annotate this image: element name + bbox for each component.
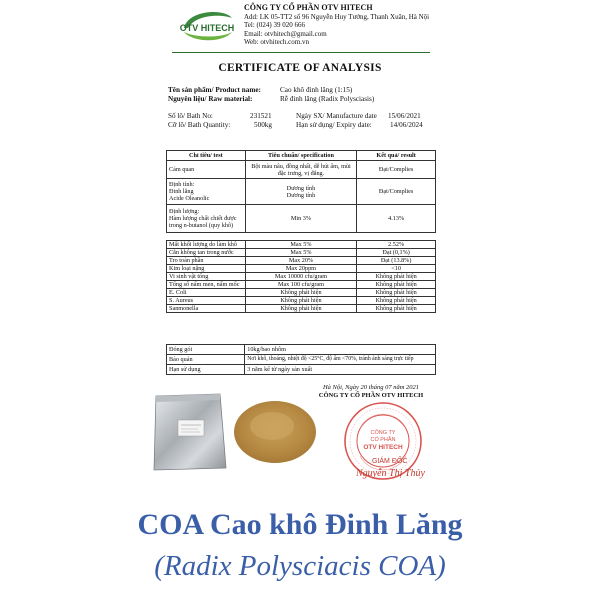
logo-text: OTV HITECH bbox=[179, 23, 235, 33]
table-row bbox=[167, 179, 436, 205]
product-bag-image bbox=[150, 390, 230, 476]
table-row bbox=[167, 281, 436, 289]
result-cell: 2.52% bbox=[357, 241, 436, 249]
col-spec: Tiêu chuẩn/ specification bbox=[245, 151, 357, 161]
mfg-date-value: 15/06/2021 bbox=[388, 112, 421, 120]
spec-cell: Max 5% bbox=[245, 249, 357, 257]
result-cell: Không phát hiện bbox=[357, 273, 436, 281]
test-cell: S. Aureus bbox=[167, 297, 246, 305]
pack-value: 3 năm kể từ ngày sản xuất bbox=[245, 365, 436, 375]
test-cell: Tổng số nấm men, nấm mốc bbox=[167, 281, 246, 289]
svg-text:OTV HITECH: OTV HITECH bbox=[363, 444, 403, 451]
test-cell: Kim loại nặng bbox=[167, 265, 246, 273]
table-row bbox=[167, 257, 436, 265]
caption-title: COA Cao khô Đinh Lăng bbox=[137, 508, 463, 541]
result-cell: <10 bbox=[357, 265, 436, 273]
batch-no-label: Số lô/ Bath No: bbox=[168, 112, 213, 120]
packing-table bbox=[166, 344, 436, 375]
company-name: CÔNG TY CỔ PHẦN OTV HITECH bbox=[244, 3, 373, 12]
document-title: CERTIFICATE OF ANALYSIS bbox=[218, 62, 382, 74]
spec-cell: Dương tính Dương tính bbox=[245, 179, 357, 205]
product-name-value: Cao khô đinh lăng (1:15) bbox=[280, 86, 353, 94]
director-title: GIÁM ĐỐC bbox=[372, 458, 408, 465]
batch-qty-label: Cỡ lô/ Bath Quantity: bbox=[168, 121, 231, 129]
spec-cell: Max 5% bbox=[245, 241, 357, 249]
company-address: Add: LK 05-TT2 số 96 Nguyễn Huy Tưởng, Thanh Xuân, Hà Nội bbox=[244, 12, 430, 21]
spec-cell: Không phát hiện bbox=[245, 305, 357, 313]
signature-date: Hà Nội, Ngày 20 tháng 07 năm 2021 bbox=[322, 384, 420, 391]
table-row bbox=[167, 205, 436, 233]
result-cell: Không phát hiện bbox=[357, 297, 436, 305]
result-cell: Không phát hiện bbox=[357, 289, 436, 297]
test-cell: Tro toàn phần bbox=[167, 257, 246, 265]
table-row bbox=[167, 297, 436, 305]
result-cell: Không phát hiện bbox=[357, 281, 436, 289]
table-row bbox=[167, 265, 436, 273]
spec-table bbox=[166, 150, 436, 313]
svg-text:CỔ PHẦN: CỔ PHẦN bbox=[370, 437, 396, 443]
table-spacer bbox=[167, 233, 436, 241]
mfg-date-label: Ngày SX/ Manufacture date bbox=[296, 112, 377, 120]
spec-cell: Không phát hiện bbox=[245, 297, 357, 305]
result-cell: Đạt/Complies bbox=[357, 179, 436, 205]
spec-cell: Min 3% bbox=[245, 205, 357, 233]
table-row bbox=[167, 345, 436, 355]
spec-cell: Max 20% bbox=[245, 257, 357, 265]
table-row bbox=[167, 289, 436, 297]
batch-qty-value: 500kg bbox=[254, 121, 272, 129]
test-cell: Vi sinh vật tổng bbox=[167, 273, 246, 281]
test-cell: Cắn không tan trong nước bbox=[167, 249, 246, 257]
result-cell: 4.13% bbox=[357, 205, 436, 233]
company-web: Web: otvhitech.com.vn bbox=[244, 38, 309, 47]
signature-block bbox=[296, 384, 446, 400]
raw-material-value: Rễ đinh lăng (Radix Polysciasis) bbox=[280, 95, 375, 103]
company-email: Email: otvhitech@gmail.com bbox=[244, 29, 327, 38]
exp-date-value: 14/06/2024 bbox=[390, 121, 423, 129]
col-test: Chỉ tiêu/ test bbox=[167, 151, 246, 161]
table-row bbox=[167, 305, 436, 313]
raw-material-label: Nguyên liệu/ Raw material: bbox=[168, 95, 253, 103]
exp-date-label: Hạn sử dụng/ Expiry date: bbox=[296, 121, 372, 129]
test-cell: Định tính: Đinh lăng Acide Oleanolic bbox=[167, 179, 246, 205]
director-signature: Nguyễn Thị Thủy bbox=[356, 468, 425, 479]
pack-label: Đóng gói bbox=[167, 345, 245, 355]
table-row bbox=[167, 249, 436, 257]
spec-cell: Bột màu nâu, đồng nhất, dễ hút ẩm, mùi đặc trưng, vị đắng. bbox=[245, 161, 357, 179]
test-cell: Mất khối lượng do làm khô bbox=[167, 241, 246, 249]
pack-label: Bảo quản bbox=[167, 355, 245, 365]
product-name-label: Tên sản phẩm/ Product name: bbox=[168, 86, 261, 94]
table-row bbox=[167, 365, 436, 375]
result-cell: Đạt (0,1%) bbox=[357, 249, 436, 257]
pack-label: Hạn sử dụng bbox=[167, 365, 245, 375]
col-result: Kết quả/ result bbox=[357, 151, 436, 161]
company-info bbox=[244, 4, 429, 47]
spec-cell: Max 10000 cfu/gram bbox=[245, 273, 357, 281]
result-cell: Đạt (13.8%) bbox=[357, 257, 436, 265]
result-cell: Đạt/Complies bbox=[357, 161, 436, 179]
spec-cell: Max 20ppm bbox=[245, 265, 357, 273]
test-cell: Sanmonella bbox=[167, 305, 246, 313]
result-cell: Không phát hiện bbox=[357, 305, 436, 313]
table-row bbox=[167, 355, 436, 365]
company-logo bbox=[178, 6, 236, 46]
test-cell: Cảm quan bbox=[167, 161, 246, 179]
spec-cell: Không phát hiện bbox=[245, 289, 357, 297]
test-cell: E. Coli bbox=[167, 289, 246, 297]
svg-text:CÔNG TY: CÔNG TY bbox=[370, 430, 396, 436]
company-tel: Tel: (024) 39 020 666 bbox=[244, 21, 305, 30]
spec-cell: Max 100 cfu/gram bbox=[245, 281, 357, 289]
spec-table-header bbox=[167, 151, 436, 161]
signature-company: CÔNG TY CỔ PHẦN OTV HITECH bbox=[318, 392, 424, 399]
table-row bbox=[167, 161, 436, 179]
pack-value: Nơi khô, thoáng, nhiệt độ <25°C, độ ẩm <70%, tránh ánh sáng trực tiếp bbox=[245, 355, 436, 365]
batch-no-value: 231521 bbox=[250, 112, 272, 120]
table-row bbox=[167, 241, 436, 249]
pack-value: 10kg/bao nhôm bbox=[245, 345, 436, 355]
powder-image bbox=[232, 398, 318, 466]
table-row bbox=[167, 273, 436, 281]
test-cell: Định lượng: Hàm lượng chất chiết được trong n-butanol (quy khô) bbox=[167, 205, 246, 233]
header-divider bbox=[172, 52, 430, 53]
caption-subtitle: (Radix Polysciacis COA) bbox=[154, 550, 446, 582]
